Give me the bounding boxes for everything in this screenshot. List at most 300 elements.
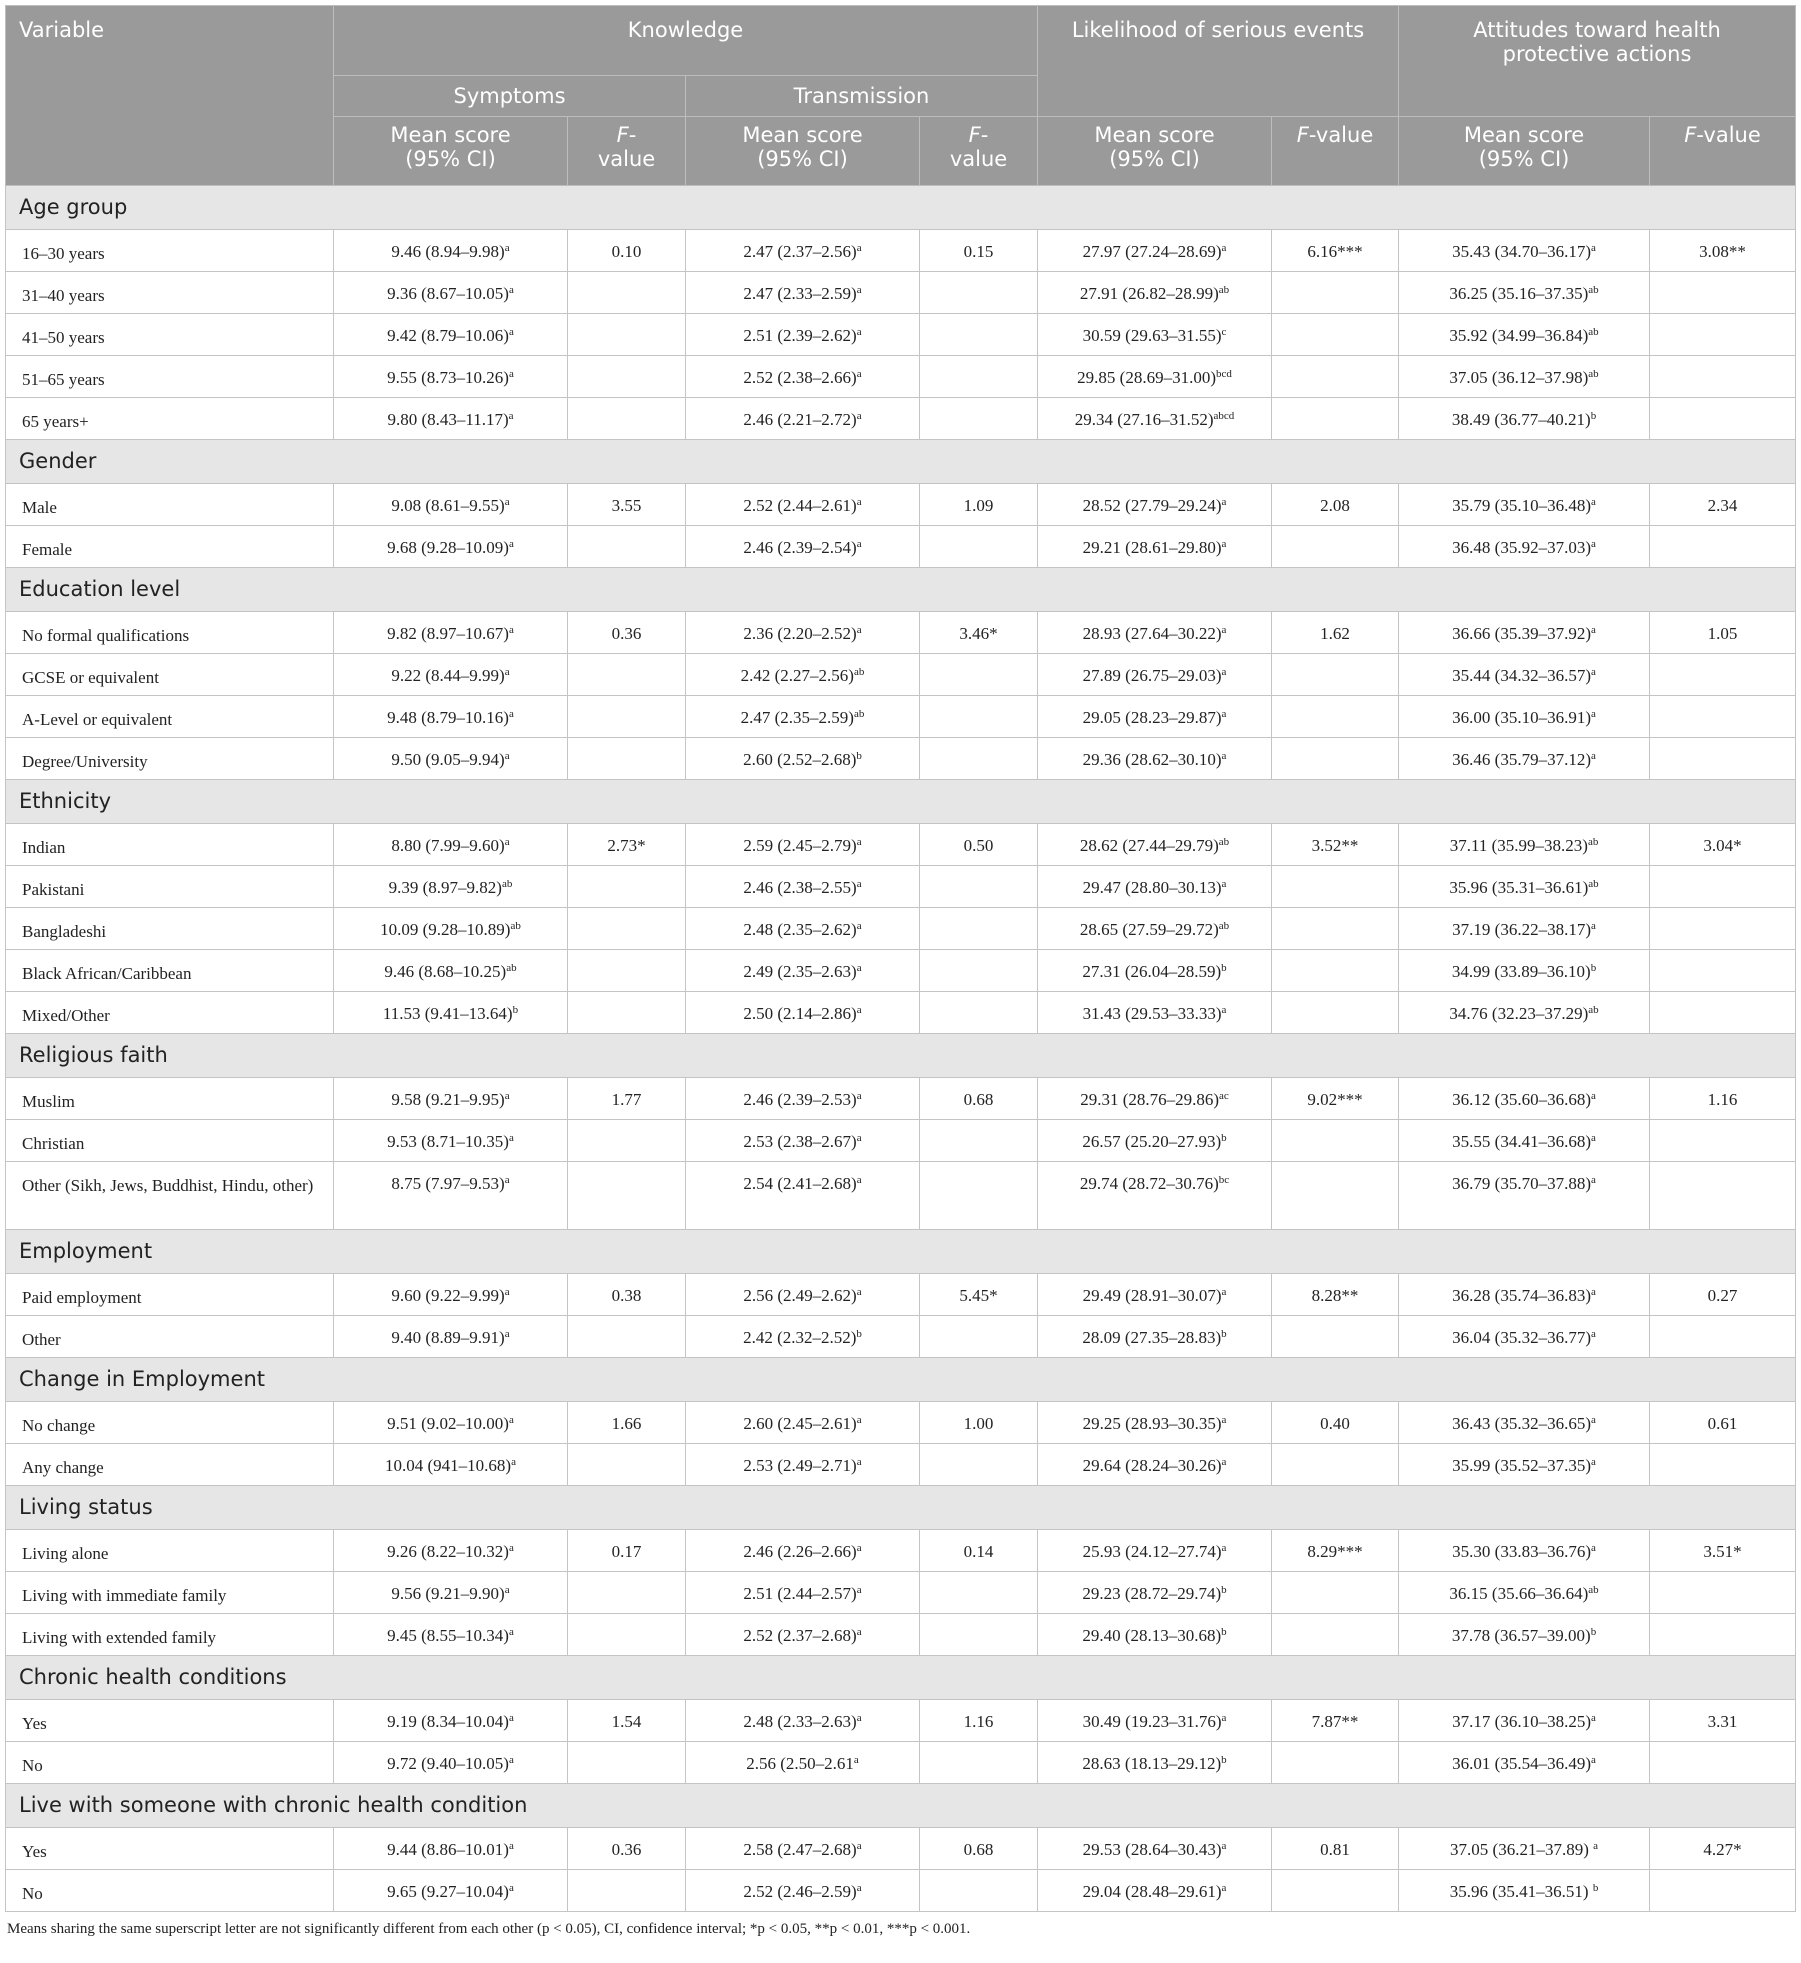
likelihood-header (1038, 6, 1399, 117)
table-header (6, 6, 1796, 186)
f-value-cell (920, 824, 1038, 866)
cell-value: 2.53 (2.49–2.71) (743, 1456, 857, 1475)
mean-label-line2: (95% CI) (405, 147, 496, 171)
cell-value: 35.30 (33.83–36.76) (1452, 1542, 1591, 1561)
mean-score-cell (1399, 1402, 1650, 1444)
significance-letter: a (856, 242, 862, 254)
mean-label-line2: (95% CI) (1478, 147, 1570, 171)
f-value-cell (920, 398, 1038, 440)
cell-value: 2.54 (2.41–2.68) (743, 1174, 857, 1193)
cell-value: 3.08** (1699, 242, 1746, 261)
table-row (6, 612, 1796, 654)
mean-score-cell (334, 1530, 568, 1572)
table-row (6, 1120, 1796, 1162)
significance-letter: a (1591, 538, 1596, 550)
f-value-cell (920, 1828, 1038, 1870)
row-label: Other (6, 1316, 334, 1358)
significance-letter: a (508, 1414, 514, 1426)
mean-score-cell (1399, 654, 1650, 696)
cell-value: 0.38 (611, 1286, 642, 1305)
mean-score-cell (334, 1120, 568, 1162)
cell-value: 29.31 (28.76–29.86) (1080, 1090, 1220, 1109)
f-value-cell (568, 526, 686, 568)
mean-score-cell (1038, 1402, 1272, 1444)
cell-value: 9.36 (8.67–10.05) (387, 284, 509, 303)
significance-letter: a (856, 538, 862, 550)
significance-letter: a (856, 410, 862, 422)
f-value-cell (568, 1700, 686, 1742)
mean-score-cell (1399, 1572, 1650, 1614)
cell-value: 11.53 (9.41–13.64) (382, 1004, 513, 1023)
table-row (6, 230, 1796, 272)
mean-score-cell (334, 484, 568, 526)
f-value-cell (920, 1162, 1038, 1230)
group-label: Live with someone with chronic health condition (6, 1784, 1796, 1828)
f-value-cell (1650, 1870, 1796, 1912)
cell-value: 29.47 (28.80–30.13) (1082, 878, 1222, 897)
mean-score-cell (686, 824, 920, 866)
significance-letter: ab (1218, 836, 1230, 848)
mean-score-cell (686, 314, 920, 356)
significance-letter: a (1221, 1004, 1227, 1016)
cell-value: 2.52 (2.37–2.68) (743, 1626, 857, 1645)
f-value-cell (920, 1870, 1038, 1912)
f-value-cell (1650, 908, 1796, 950)
cell-value: 2.56 (2.49–2.62) (743, 1286, 857, 1305)
mean-score-cell (334, 398, 568, 440)
f-value-cell (1650, 1444, 1796, 1486)
significance-letter: a (1591, 1286, 1596, 1298)
cell-value: 9.44 (8.86–10.01) (387, 1840, 509, 1859)
significance-letter: a (504, 1286, 510, 1298)
mean-score-cell (1038, 1274, 1272, 1316)
attitudes-f-header (1650, 117, 1796, 186)
cell-value: 29.05 (28.23–29.87) (1082, 708, 1222, 727)
cell-value: 2.73* (607, 836, 646, 855)
mean-label-line1: Mean score (1094, 123, 1215, 147)
f-value-cell (1650, 824, 1796, 866)
significance-letter: a (856, 1456, 862, 1468)
attitudes-mean-header (1399, 117, 1650, 186)
mean-score-cell (1038, 908, 1272, 950)
mean-score-cell (334, 696, 568, 738)
row-label: No formal qualifications (6, 612, 334, 654)
f-dash: - (628, 123, 637, 147)
mean-score-cell (1399, 1078, 1650, 1120)
mean-score-cell (686, 738, 920, 780)
mean-score-cell (686, 654, 920, 696)
f-value-cell (1650, 230, 1796, 272)
cell-value: 10.09 (9.28–10.89) (380, 920, 511, 939)
f-value-cell (920, 1700, 1038, 1742)
cell-value: 27.89 (26.75–29.03) (1082, 666, 1222, 685)
cell-value: 8.80 (7.99–9.60) (391, 836, 505, 855)
cell-value: 2.36 (2.20–2.52) (743, 624, 857, 643)
mean-score-cell (686, 1530, 920, 1572)
cell-value: 9.39 (8.97–9.82) (388, 878, 502, 897)
mean-score-cell (1399, 1700, 1650, 1742)
f-value-cell (1272, 1120, 1399, 1162)
table-row (6, 1742, 1796, 1784)
row-label: Indian (6, 824, 334, 866)
f-value-word: value (597, 147, 656, 171)
f-value-cell (1272, 908, 1399, 950)
cell-value: 28.93 (27.64–30.22) (1082, 624, 1222, 643)
cell-value: 2.59 (2.45–2.79) (743, 836, 857, 855)
cell-value: 2.50 (2.14–2.86) (743, 1004, 857, 1023)
cell-value: 8.28** (1311, 1286, 1359, 1305)
table-row (6, 1078, 1796, 1120)
cell-value: 35.44 (34.32–36.57) (1452, 666, 1591, 685)
table-row (6, 654, 1796, 696)
mean-score-cell (686, 1828, 920, 1870)
group-header-row (6, 1784, 1796, 1828)
mean-score-cell (1038, 272, 1272, 314)
f-value-inline: -value (1696, 123, 1761, 147)
mean-score-cell (334, 992, 568, 1034)
mean-score-cell (686, 1614, 920, 1656)
mean-score-cell (686, 272, 920, 314)
mean-score-cell (334, 1274, 568, 1316)
group-header-row (6, 780, 1796, 824)
table-row (6, 992, 1796, 1034)
significance-letter: ab (1587, 836, 1599, 848)
f-value-cell (920, 992, 1038, 1034)
mean-score-cell (334, 654, 568, 696)
mean-score-cell (1038, 356, 1272, 398)
f-value-cell (920, 1078, 1038, 1120)
cell-value: 29.74 (28.72–30.76) (1079, 1174, 1219, 1193)
mean-score-cell (1038, 1870, 1272, 1912)
table-row (6, 314, 1796, 356)
mean-score-cell (686, 950, 920, 992)
significance-letter: bcd (1215, 368, 1232, 380)
mean-score-cell (334, 314, 568, 356)
table-row (6, 526, 1796, 568)
f-value-cell (920, 1402, 1038, 1444)
cell-value: 5.45* (959, 1286, 998, 1305)
mean-score-cell (1399, 908, 1650, 950)
f-value-cell (1650, 738, 1796, 780)
significance-letter: a (1591, 1456, 1596, 1468)
table-row (6, 824, 1796, 866)
mean-score-cell (334, 526, 568, 568)
cell-value: 9.65 (9.27–10.04) (387, 1882, 509, 1901)
significance-letter: a (504, 1584, 510, 1596)
mean-score-cell (334, 824, 568, 866)
mean-score-cell (1038, 230, 1272, 272)
row-label: GCSE or equivalent (6, 654, 334, 696)
attitudes-header (1399, 6, 1796, 117)
cell-value: 2.58 (2.47–2.68) (743, 1840, 857, 1859)
cell-value: 29.21 (28.61–29.80) (1082, 538, 1222, 557)
f-value-cell (1272, 1274, 1399, 1316)
table-row (6, 356, 1796, 398)
mean-score-cell (686, 1742, 920, 1784)
mean-score-cell (686, 230, 920, 272)
f-value-cell (920, 1742, 1038, 1784)
f-value-cell (1272, 1530, 1399, 1572)
significance-letter: a (504, 1090, 510, 1102)
table-row (6, 1274, 1796, 1316)
cell-value: 9.68 (9.28–10.09) (387, 538, 509, 557)
cell-value: 9.50 (9.05–9.94) (391, 750, 505, 769)
variable-header (6, 6, 334, 186)
row-label: Living with extended family (6, 1614, 334, 1656)
f-value-cell (1272, 1614, 1399, 1656)
group-header-row (6, 568, 1796, 612)
significance-letter: a (856, 878, 862, 890)
significance-letter: a (1221, 496, 1227, 508)
row-label: Female (6, 526, 334, 568)
significance-letter: a (504, 750, 510, 762)
f-value-cell (1272, 1162, 1399, 1230)
significance-letter: a (856, 1626, 862, 1638)
cell-value: 3.55 (611, 496, 642, 515)
symptoms-f-header (568, 117, 686, 186)
significance-letter: c (1221, 326, 1227, 338)
group-header-row (6, 1656, 1796, 1700)
table-row (6, 1162, 1796, 1230)
cell-value: 2.52 (2.38–2.66) (743, 368, 857, 387)
f-value-cell (1650, 1316, 1796, 1358)
mean-score-cell (686, 356, 920, 398)
cell-value: 6.16*** (1307, 242, 1363, 261)
mean-score-cell (686, 526, 920, 568)
f-value-cell (1272, 866, 1399, 908)
f-value-cell (568, 314, 686, 356)
significance-letter: a (1221, 1840, 1227, 1852)
cell-value: 0.36 (611, 624, 642, 643)
cell-value: 34.99 (33.89–36.10) (1451, 962, 1591, 981)
f-value-cell (920, 866, 1038, 908)
mean-score-cell (1038, 1572, 1272, 1614)
f-value-cell (920, 1530, 1038, 1572)
cell-value: 27.91 (26.82–28.99) (1079, 284, 1219, 303)
significance-letter: a (856, 920, 862, 932)
cell-value: 29.85 (28.69–31.00) (1077, 368, 1216, 387)
group-header-row (6, 1034, 1796, 1078)
significance-letter: a (508, 1626, 514, 1638)
cell-value: 28.63 (18.13–29.12) (1082, 1754, 1222, 1773)
cell-value: 3.46* (959, 624, 998, 643)
f-value-cell (568, 1530, 686, 1572)
significance-letter: a (504, 1174, 510, 1186)
significance-letter: a (856, 1174, 862, 1186)
table-row (6, 1828, 1796, 1870)
group-header-row (6, 1230, 1796, 1274)
cell-value: 2.47 (2.35–2.59) (740, 708, 854, 727)
cell-value: 25.93 (24.12–27.74) (1082, 1542, 1222, 1561)
cell-value: 2.52 (2.44–2.61) (743, 496, 857, 515)
cell-value: 8.29*** (1307, 1542, 1363, 1561)
cell-value: 0.68 (963, 1090, 994, 1109)
f-letter: F (1684, 123, 1697, 147)
cell-value: 9.53 (8.71–10.35) (387, 1132, 509, 1151)
f-value-cell (568, 1742, 686, 1784)
significance-letter: a (1591, 1712, 1596, 1724)
cell-value: 8.75 (7.97–9.53) (391, 1174, 505, 1193)
significance-letter: a (856, 496, 862, 508)
mean-score-cell (1038, 1530, 1272, 1572)
f-value-cell (1272, 230, 1399, 272)
f-value-cell (568, 356, 686, 398)
row-label: Black African/Caribbean (6, 950, 334, 992)
mean-score-cell (1038, 1742, 1272, 1784)
cell-value: 1.16 (1707, 1090, 1738, 1109)
significance-letter: a (508, 708, 514, 720)
row-label: No (6, 1742, 334, 1784)
table-body (6, 186, 1796, 1912)
cell-value: 2.48 (2.33–2.63) (743, 1712, 857, 1731)
cell-value: 29.53 (28.64–30.43) (1082, 1840, 1222, 1859)
cell-value: 36.28 (35.74–36.83) (1452, 1286, 1591, 1305)
mean-score-cell (1399, 950, 1650, 992)
cell-value: 3.04* (1703, 836, 1742, 855)
attitudes-header-line1: Attitudes toward health (1473, 18, 1721, 42)
significance-letter: a (508, 1712, 514, 1724)
mean-score-cell (686, 1316, 920, 1358)
significance-letter: a (1593, 1840, 1599, 1852)
cell-value: 2.42 (2.32–2.52) (743, 1328, 857, 1347)
f-value-cell (568, 654, 686, 696)
mean-score-cell (1399, 1120, 1650, 1162)
f-value-cell (1650, 1742, 1796, 1784)
f-value-cell (568, 950, 686, 992)
cell-value: 0.50 (963, 836, 994, 855)
mean-score-cell (1399, 398, 1650, 440)
f-value-cell (920, 738, 1038, 780)
significance-letter: a (508, 1840, 514, 1852)
significance-letter: a (856, 1584, 862, 1596)
mean-score-cell (334, 272, 568, 314)
transmission-f-header (920, 117, 1038, 186)
row-label: 51–65 years (6, 356, 334, 398)
mean-score-cell (686, 1162, 920, 1230)
significance-letter: a (1591, 624, 1596, 636)
group-label: Employment (6, 1230, 1796, 1274)
f-value-cell (1272, 824, 1399, 866)
cell-value: 2.46 (2.39–2.54) (743, 538, 857, 557)
f-value-cell (568, 484, 686, 526)
mean-score-cell (334, 738, 568, 780)
significance-letter: a (1591, 666, 1596, 678)
cell-value: 2.34 (1707, 496, 1738, 515)
significance-letter: ab (510, 920, 521, 932)
row-label: Other (Sikh, Jews, Buddhist, Hindu, other) (6, 1162, 334, 1230)
mean-score-cell (1038, 738, 1272, 780)
transmission-header (686, 76, 1038, 117)
table-row (6, 1402, 1796, 1444)
cell-value: 9.08 (8.61–9.55) (391, 496, 505, 515)
mean-score-cell (1038, 950, 1272, 992)
cell-value: 26.57 (25.20–27.93) (1082, 1132, 1222, 1151)
cell-value: 36.43 (35.32–36.65) (1452, 1414, 1591, 1433)
cell-value: 10.04 (941–10.68) (385, 1456, 512, 1475)
mean-score-cell (1399, 1870, 1650, 1912)
f-value-cell (1650, 1274, 1796, 1316)
significance-letter: b (1590, 962, 1597, 974)
row-label: Pakistani (6, 866, 334, 908)
cell-value: 35.55 (34.41–36.68) (1452, 1132, 1591, 1151)
f-value-cell (1650, 1700, 1796, 1742)
f-letter: F (1296, 123, 1309, 147)
mean-score-cell (334, 230, 568, 272)
significance-letter: a (1221, 1882, 1227, 1894)
f-value-cell (1272, 1742, 1399, 1784)
cell-value: 7.87** (1311, 1712, 1359, 1731)
knowledge-header (334, 6, 1038, 76)
cell-value: 36.15 (35.66–36.64) (1449, 1584, 1589, 1603)
f-value-cell (568, 1614, 686, 1656)
cell-value: 0.61 (1707, 1414, 1738, 1433)
mean-score-cell (1038, 612, 1272, 654)
cell-value: 9.42 (8.79–10.06) (387, 326, 509, 345)
mean-score-cell (1038, 866, 1272, 908)
cell-value: 2.08 (1320, 496, 1350, 515)
significance-letter: a (1221, 242, 1227, 254)
f-value-cell (1650, 356, 1796, 398)
table-row (6, 272, 1796, 314)
attitudes-header-line2: protective actions (1502, 42, 1692, 66)
f-value-cell (1272, 992, 1399, 1034)
group-label: Religious faith (6, 1034, 1796, 1078)
row-label: No change (6, 1402, 334, 1444)
f-value-cell (568, 1828, 686, 1870)
mean-score-cell (334, 1444, 568, 1486)
table-row (6, 908, 1796, 950)
f-value-cell (568, 824, 686, 866)
cell-value: 35.96 (35.41–36.51) (1449, 1882, 1593, 1901)
mean-score-cell (1038, 1700, 1272, 1742)
f-value-cell (568, 398, 686, 440)
f-value-cell (1650, 992, 1796, 1034)
cell-value: 38.49 (36.77–40.21) (1451, 410, 1591, 429)
mean-score-cell (334, 1828, 568, 1870)
cell-value: 35.96 (35.31–36.61) (1449, 878, 1589, 897)
cell-value: 2.46 (2.21–2.72) (743, 410, 857, 429)
significance-letter: ab (853, 666, 865, 678)
cell-value: 1.09 (963, 496, 994, 515)
cell-value: 9.56 (9.21–9.90) (391, 1584, 505, 1603)
mean-score-cell (686, 1078, 920, 1120)
significance-letter: a (856, 624, 862, 636)
cell-value: 9.80 (8.43–11.17) (387, 410, 509, 429)
cell-value: 1.05 (1707, 624, 1738, 643)
cell-value: 2.46 (2.39–2.53) (743, 1090, 857, 1109)
mean-score-cell (1399, 1162, 1650, 1230)
cell-value: 37.19 (36.22–38.17) (1452, 920, 1591, 939)
cell-value: 28.62 (27.44–29.79) (1079, 836, 1219, 855)
f-value-cell (1272, 484, 1399, 526)
cell-value: 29.40 (28.13–30.68) (1082, 1626, 1222, 1645)
significance-letter: b (856, 750, 862, 762)
significance-letter: a (508, 1754, 514, 1766)
mean-score-cell (686, 484, 920, 526)
cell-value: 36.04 (35.32–36.77) (1452, 1328, 1591, 1347)
cell-value: 31.43 (29.53–33.33) (1082, 1004, 1222, 1023)
mean-score-cell (334, 612, 568, 654)
f-letter: F (616, 123, 629, 147)
significance-letter: a (1221, 1542, 1227, 1554)
cell-value: 9.02*** (1307, 1090, 1363, 1109)
mean-score-cell (1038, 1828, 1272, 1870)
f-value-cell (1650, 1402, 1796, 1444)
mean-score-cell (334, 356, 568, 398)
row-label: 16–30 years (6, 230, 334, 272)
f-value-word: value (949, 147, 1008, 171)
significance-letter: a (508, 326, 514, 338)
